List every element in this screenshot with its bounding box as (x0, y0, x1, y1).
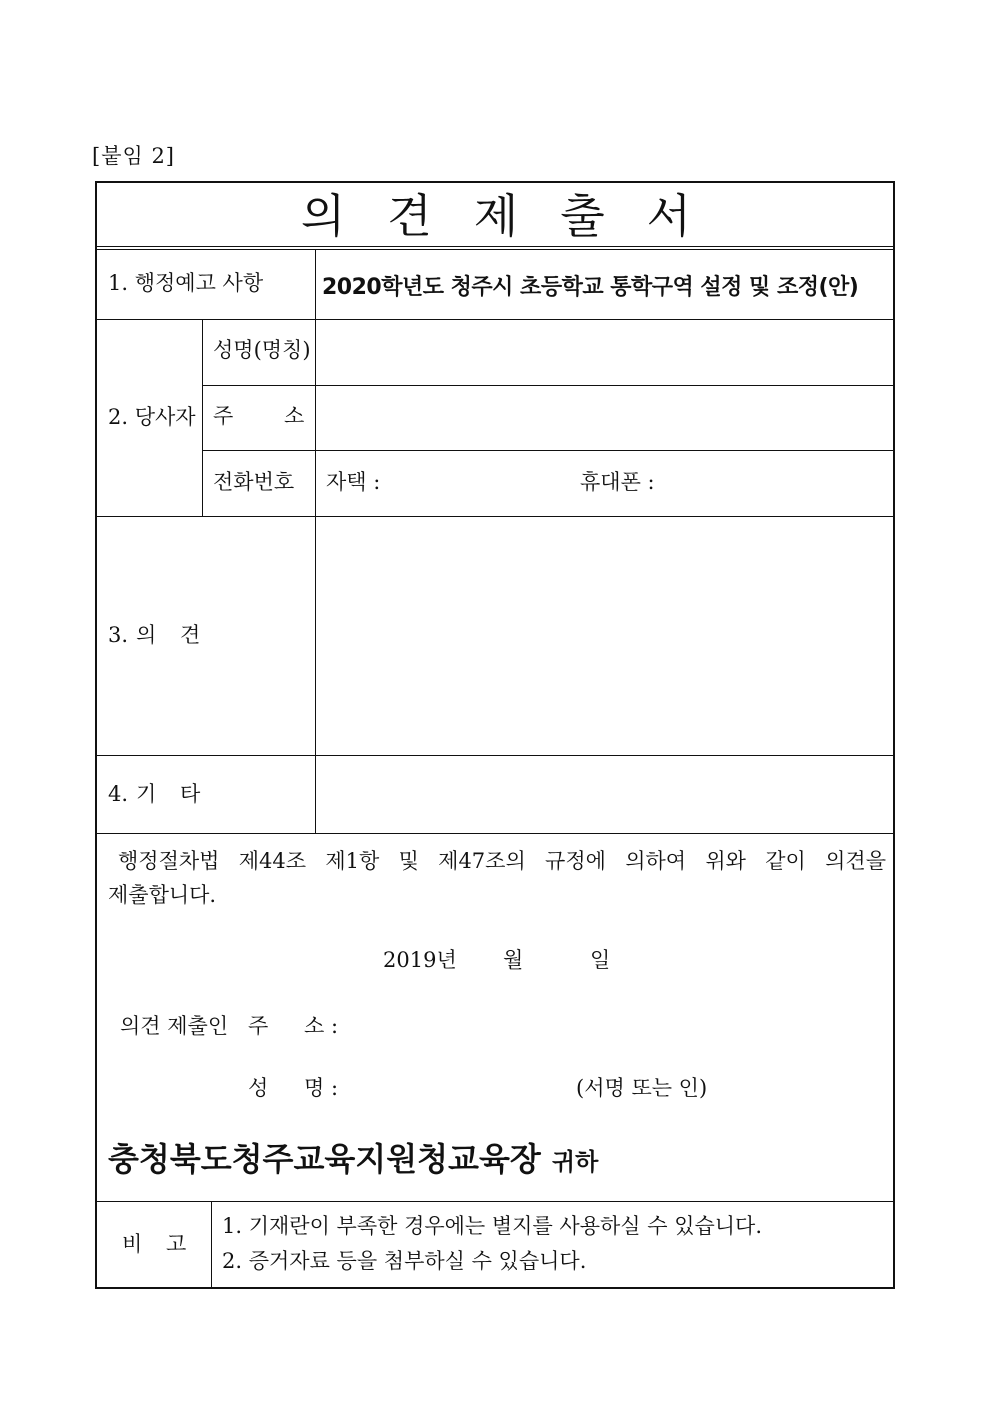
phone-label: 전화번호 (213, 470, 295, 494)
opinion-label-part2: 견 (180, 623, 201, 647)
remarks-item: 2. 증거자료 등을 첨부하실 수 있습니다. (222, 1249, 587, 1273)
divider (96, 1201, 894, 1202)
recipient (108, 1140, 599, 1178)
other-label-number: 4. (108, 782, 129, 806)
remarks-item: 1. 기재란이 부족한 경우에는 별지를 사용하실 수 있습니다. (222, 1214, 763, 1238)
remarks-label-part2: 고 (166, 1232, 187, 1256)
mobile-phone-label: 휴대폰 : (580, 470, 655, 494)
date-month: 월 (503, 948, 524, 972)
attachment-label: [붙임 2] (92, 144, 175, 168)
notice-label: 1. 행정예고 사항 (108, 271, 264, 295)
divider (315, 249, 316, 833)
recipient-suffix: 귀하 (551, 1147, 599, 1176)
submitter-label: 의견 제출인 (120, 1014, 229, 1038)
submitter-name-part1: 성 (248, 1076, 269, 1100)
notice-subject: 2020학년도 청주시 초등학교 통학구역 설정 및 조정(안) (322, 275, 859, 300)
divider (96, 516, 894, 517)
other-field[interactable] (318, 758, 892, 831)
submitter-address-part1: 주 (248, 1014, 269, 1038)
address-field[interactable] (318, 388, 892, 448)
form-title: 의견제출서 (300, 189, 734, 243)
divider (96, 319, 894, 320)
statement-line1: 행정절차법 제44조 제1항 및 제47조의 규정에 의하여 위와 같이 의견을 (118, 849, 886, 873)
party-label: 2. 당사자 (108, 405, 196, 429)
divider (96, 249, 894, 250)
home-phone-label: 자택 : (326, 470, 381, 494)
date-day: 일 (590, 948, 611, 972)
name-field[interactable] (318, 322, 892, 382)
signature-note: (서명 또는 인) (576, 1076, 708, 1100)
other-label-part1: 기 (136, 782, 157, 806)
date-year: 2019년 (383, 948, 457, 972)
submitter-address-part2: 소 : (304, 1014, 339, 1038)
divider (96, 833, 894, 834)
name-label: 성명(명칭) (213, 338, 311, 362)
statement-line2: 제출합니다. (108, 883, 217, 907)
address-label-part2: 소 (284, 404, 305, 428)
submitter-name-part2: 명 : (304, 1076, 339, 1100)
divider (211, 1201, 212, 1288)
divider (96, 246, 894, 247)
remarks-label-part1: 비 (122, 1232, 143, 1256)
divider (96, 755, 894, 756)
divider (202, 385, 894, 386)
recipient-name: 충청북도청주교육지원청교육장 (108, 1140, 541, 1178)
divider (202, 319, 203, 516)
other-label-part2: 타 (180, 782, 201, 806)
address-label-part1: 주 (213, 404, 234, 428)
opinion-field[interactable] (318, 519, 892, 753)
divider (202, 450, 894, 451)
statement (108, 844, 886, 912)
opinion-label-part1: 의 (136, 623, 157, 647)
opinion-label-number: 3. (108, 623, 129, 647)
